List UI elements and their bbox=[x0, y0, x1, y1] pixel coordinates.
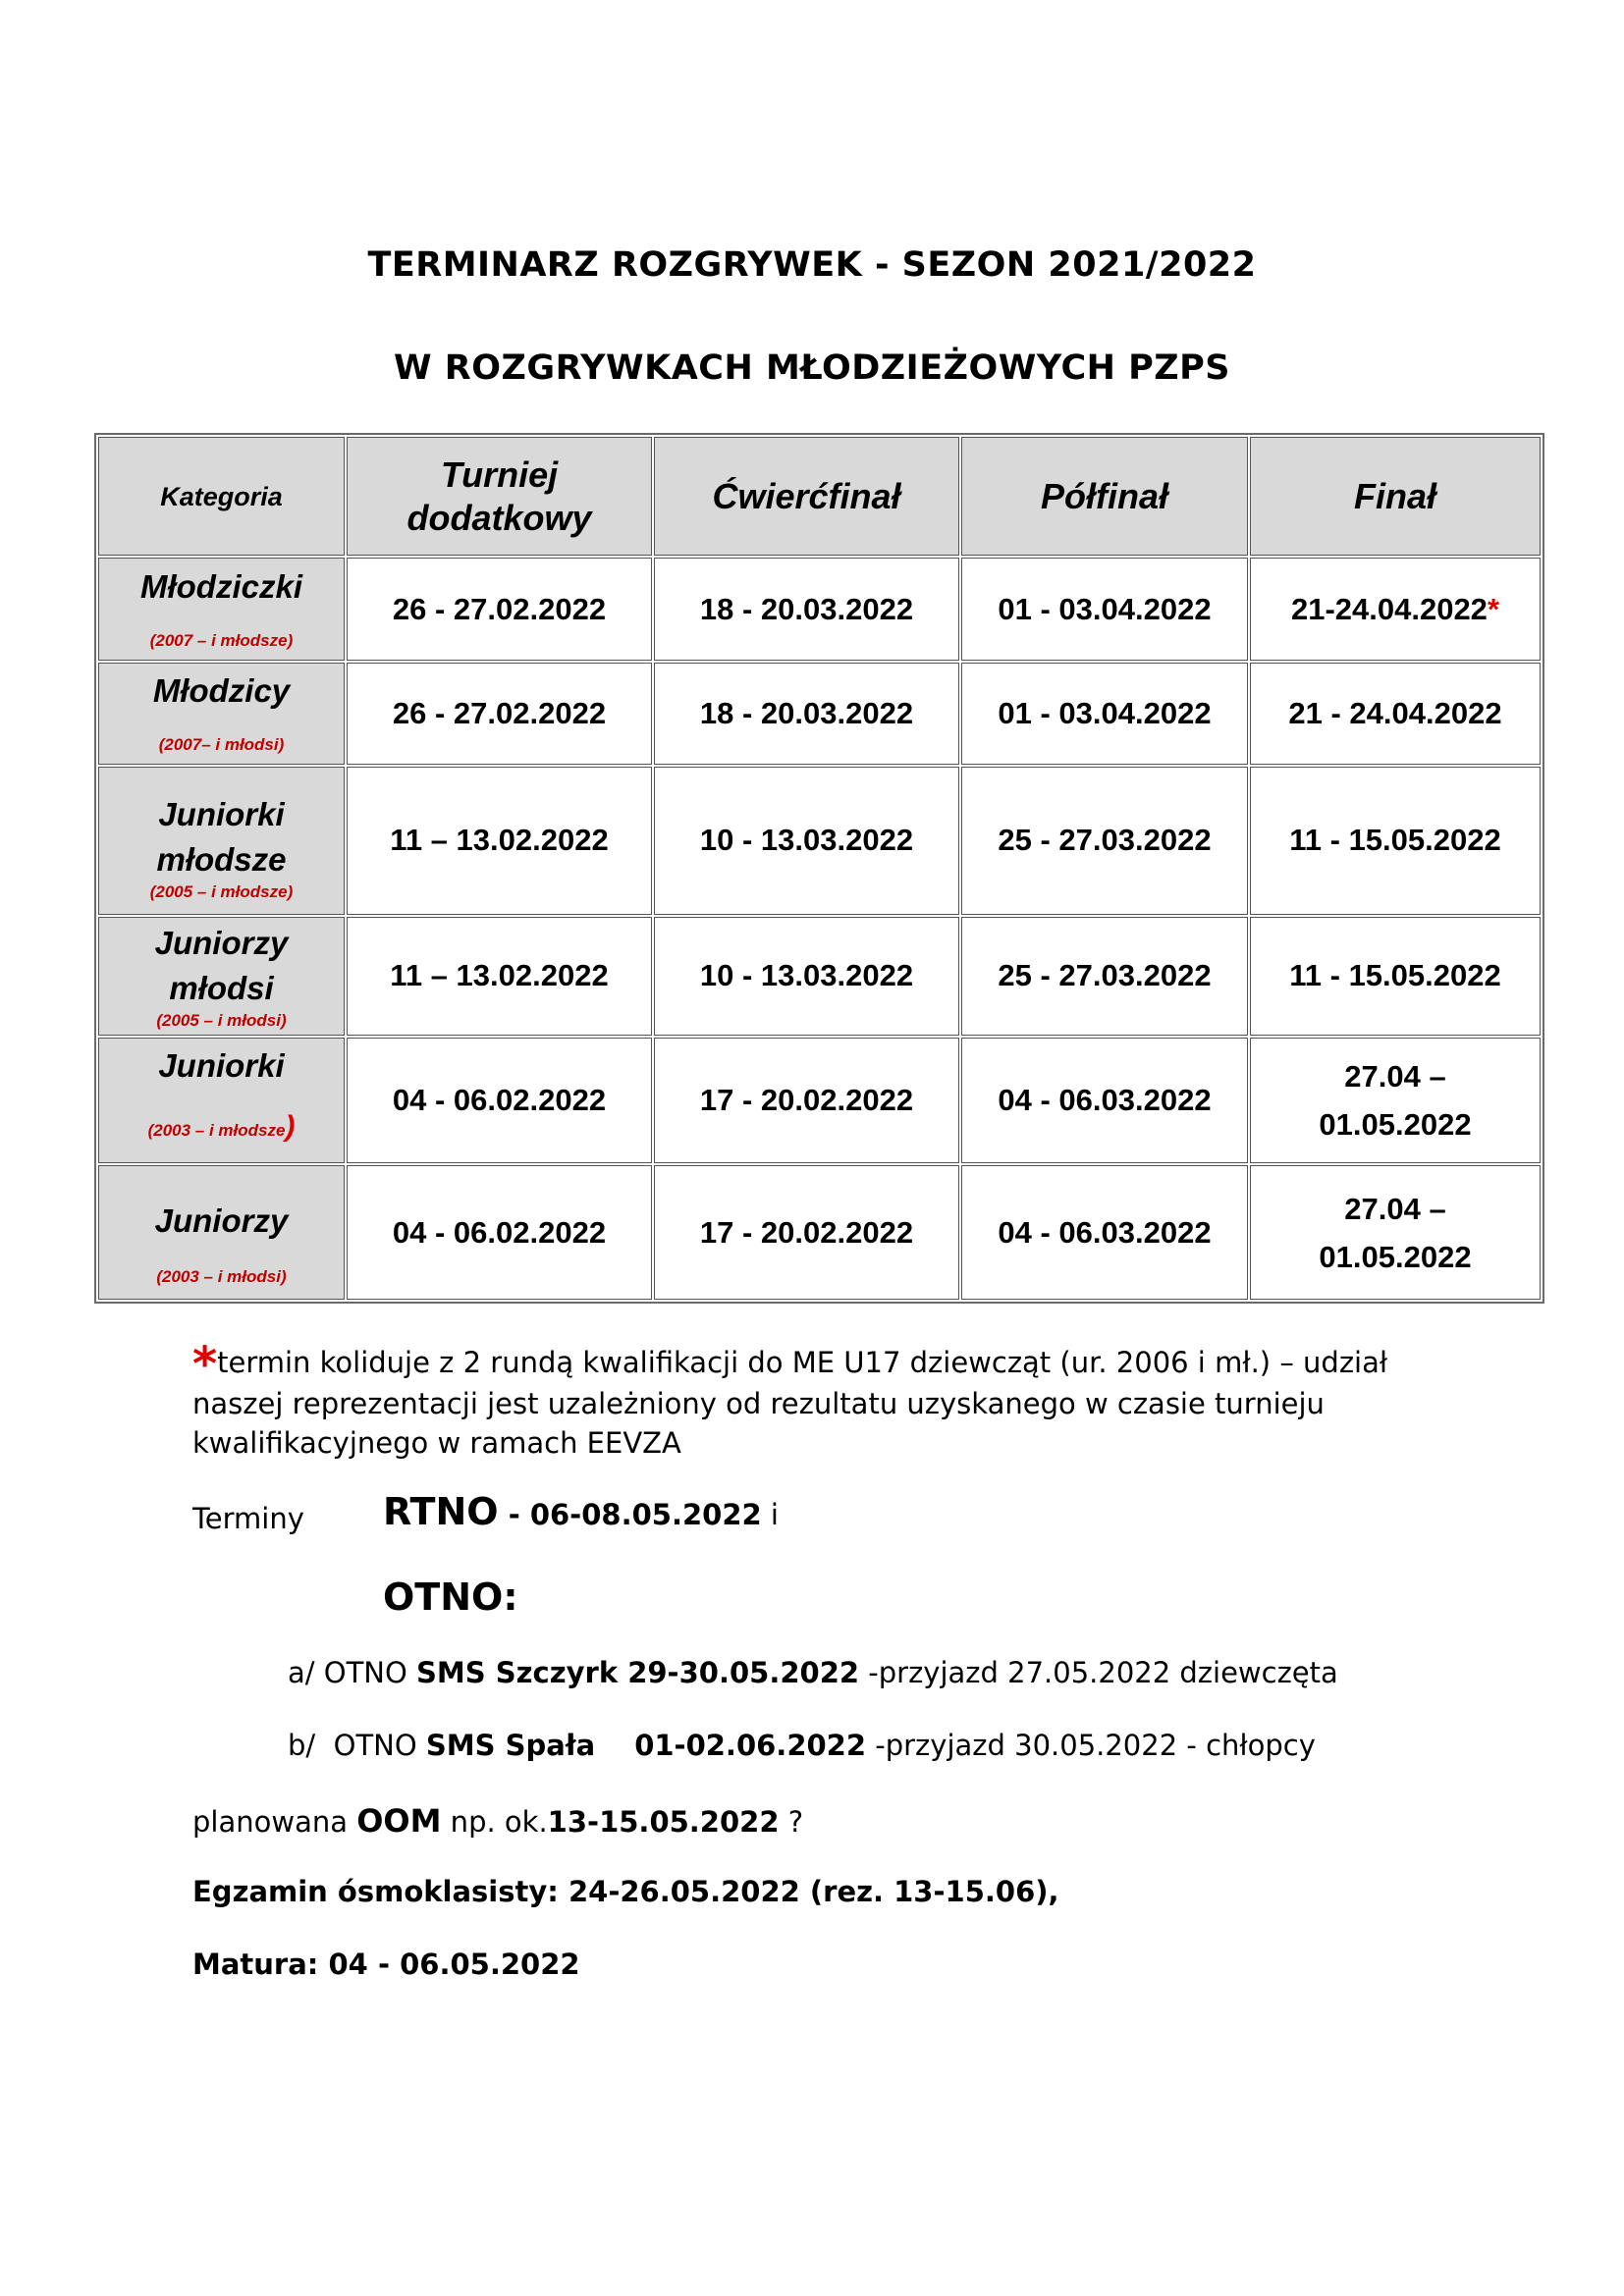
final-date: 27.04 – bbox=[1344, 1059, 1446, 1095]
final-date: 21 - 24.04.2022 bbox=[1250, 663, 1541, 765]
rtno-dates: - 06-08.05.2022 bbox=[498, 1498, 762, 1531]
category-year: (2003 – i młodsze bbox=[147, 1121, 286, 1141]
final-date: 21-24.04.2022 bbox=[1290, 591, 1488, 626]
table-row bbox=[98, 1038, 1541, 1163]
final-date-cell bbox=[1250, 558, 1541, 660]
table-row bbox=[98, 558, 1541, 660]
final-date-end: 01.05.2022 bbox=[1319, 1239, 1472, 1274]
otno-b-tail: -przyjazd 30.05.2022 - chłopcy bbox=[866, 1729, 1316, 1762]
category-year-paren: ) bbox=[285, 1110, 296, 1144]
category-year: (2007 – i młodsze) bbox=[149, 630, 294, 650]
footnote bbox=[192, 1337, 1449, 1463]
turniej-date: 11 – 13.02.2022 bbox=[347, 767, 652, 915]
egzamin-line: Egzamin ósmoklasisty: 24-26.05.2022 (rez. 13-15.06), bbox=[192, 1875, 1059, 1908]
final-date-end: 01.05.2022 bbox=[1319, 1107, 1472, 1143]
asterisk-mark: * bbox=[1487, 591, 1500, 626]
otno-a-line bbox=[288, 1656, 1338, 1689]
final-date: 11 - 15.05.2022 bbox=[1250, 917, 1541, 1036]
cwiercfinal-date: 17 - 20.02.2022 bbox=[654, 1165, 959, 1300]
category-name: Juniorki bbox=[158, 1047, 285, 1085]
category-year: (2007– i młodsi) bbox=[158, 734, 285, 754]
oom-tail: ? bbox=[779, 1805, 804, 1839]
category-cell bbox=[98, 1165, 345, 1300]
polfinal-date: 25 - 27.03.2022 bbox=[961, 767, 1248, 915]
rtno-label: RTNO bbox=[383, 1490, 499, 1533]
header-kategoria: Kategoria bbox=[98, 437, 345, 556]
category-name: Juniorzy młodsi bbox=[154, 925, 289, 1007]
otno-a-place: SMS Szczyrk 29-30.05.2022 bbox=[416, 1656, 860, 1689]
polfinal-date: 04 - 06.03.2022 bbox=[961, 1165, 1248, 1300]
oom-dates: 13-15.05.2022 bbox=[547, 1805, 780, 1839]
oom-line bbox=[192, 1802, 803, 1840]
page-subtitle: W ROZGRYWKACH MŁODZIEŻOWYCH PZPS bbox=[393, 348, 1231, 388]
turniej-date: 26 - 27.02.2022 bbox=[347, 558, 652, 660]
category-cell bbox=[98, 767, 345, 915]
category-name: Juniorki młodsze bbox=[156, 796, 287, 879]
final-date: 27.04 – bbox=[1344, 1191, 1446, 1226]
table-row bbox=[98, 767, 1541, 915]
category-cell bbox=[98, 663, 345, 765]
footnote-text: termin koliduje z 2 rundą kwalifikacji do ME U17 dziewcząt (ur. 2006 i mł.) – udział naszej reprezentacji jest uzależniony od rezultatu uzyskanego w czasie turnieju kwalifikacyjnego w ramach EEVZA bbox=[192, 1346, 1388, 1460]
cwiercfinal-date: 18 - 20.03.2022 bbox=[654, 558, 959, 660]
turniej-date: 04 - 06.02.2022 bbox=[347, 1165, 652, 1300]
oom-mid: np. ok. bbox=[441, 1805, 548, 1839]
turniej-date: 26 - 27.02.2022 bbox=[347, 663, 652, 765]
category-cell bbox=[98, 1038, 345, 1163]
schedule-table bbox=[94, 433, 1544, 1304]
final-date: 11 - 15.05.2022 bbox=[1250, 767, 1541, 915]
polfinal-date: 04 - 06.03.2022 bbox=[961, 1038, 1248, 1163]
table-row bbox=[98, 663, 1541, 765]
category-name: Młodziczki bbox=[139, 567, 303, 605]
terminy-label: Terminy bbox=[192, 1502, 304, 1535]
table-header-row bbox=[98, 437, 1541, 556]
matura-line: Matura: 04 - 06.05.2022 bbox=[192, 1948, 580, 1981]
turniej-date: 11 – 13.02.2022 bbox=[347, 917, 652, 1036]
polfinal-date: 25 - 27.03.2022 bbox=[961, 917, 1248, 1036]
cwiercfinal-date: 18 - 20.03.2022 bbox=[654, 663, 959, 765]
final-date-cell bbox=[1250, 1165, 1541, 1300]
cwiercfinal-date: 10 - 13.03.2022 bbox=[654, 917, 959, 1036]
turniej-date: 04 - 06.02.2022 bbox=[347, 1038, 652, 1163]
header-cwiercfinal: Ćwierćfinał bbox=[654, 437, 959, 556]
header-turniej: Turniej dodatkowy bbox=[347, 437, 652, 556]
category-year: (2005 – i młodsi) bbox=[156, 1011, 287, 1031]
cwiercfinal-date: 17 - 20.02.2022 bbox=[654, 1038, 959, 1163]
category-year: (2005 – i młodsze) bbox=[149, 882, 294, 902]
category-name: Juniorzy bbox=[154, 1201, 289, 1239]
category-year: (2003 – i młodsi) bbox=[156, 1266, 287, 1286]
otno-b-dates: 01-02.06.2022 bbox=[634, 1729, 867, 1762]
header-final: Finał bbox=[1250, 437, 1541, 556]
footnote-asterisk: * bbox=[192, 1337, 218, 1392]
table-row bbox=[98, 917, 1541, 1036]
otno-b-prefix: b/ OTNO bbox=[288, 1729, 426, 1762]
otno-a-prefix: a/ OTNO bbox=[288, 1656, 417, 1689]
otno-a-tail: -przyjazd 27.05.2022 dziewczęta bbox=[859, 1656, 1338, 1689]
page-title: TERMINARZ ROZGRYWEK - SEZON 2021/2022 bbox=[367, 245, 1257, 285]
cwiercfinal-date: 10 - 13.03.2022 bbox=[654, 767, 959, 915]
rtno-tail: i bbox=[761, 1498, 779, 1531]
category-cell bbox=[98, 558, 345, 660]
oom-prefix: planowana bbox=[192, 1805, 357, 1839]
polfinal-date: 01 - 03.04.2022 bbox=[961, 663, 1248, 765]
final-date-cell bbox=[1250, 1038, 1541, 1163]
otno-b-line bbox=[288, 1729, 1316, 1762]
header-polfinal: Półfinał bbox=[961, 437, 1248, 556]
otno-b-place: SMS Spała bbox=[425, 1729, 596, 1762]
oom-name: OOM bbox=[356, 1802, 442, 1840]
category-name: Młodzicy bbox=[152, 671, 291, 709]
category-year-wrap bbox=[99, 1110, 344, 1144]
polfinal-date: 01 - 03.04.2022 bbox=[961, 558, 1248, 660]
rtno-line bbox=[383, 1490, 779, 1533]
otno-heading: OTNO: bbox=[383, 1575, 518, 1619]
table-row bbox=[98, 1165, 1541, 1300]
category-cell bbox=[98, 917, 345, 1036]
